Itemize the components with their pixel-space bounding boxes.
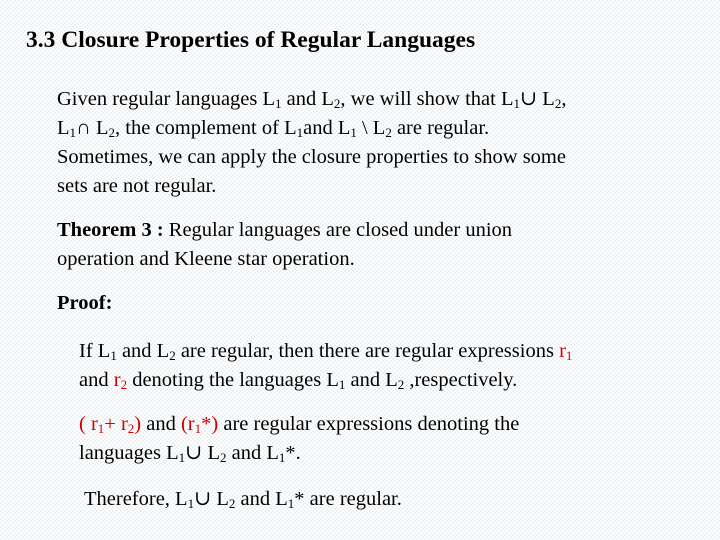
proof-step-2: ( $r_1+ r_2$) and $(r_1*)$ are regular expressions denoting the languages $L_1\cup$ $L_2$ and $L_1*$. — [79, 413, 520, 465]
regex-r2: $r_2$ — [113, 369, 128, 392]
proof-heading — [57, 289, 112, 318]
intersection-symbol: ∩ — [76, 117, 91, 139]
theorem-paragraph — [57, 216, 512, 274]
theorem-text: Regular languages are closed under union — [163, 219, 513, 241]
regex-union-expression: ( $r_1+ r_2$) — [79, 413, 142, 436]
proof-step-1: If $L_1$ and $L_2$ are regular, then there are regular expressions $r_1$ and $r_2$ denoting the languages $L_1$ and $L_2$ ,respectively. — [79, 340, 573, 392]
intro-line-4: sets are not regular. — [57, 175, 217, 197]
intro-line-3: Sometimes, we can apply the closure properties to show some — [57, 146, 566, 168]
slide-title: 3.3 Closure Properties of Regular Languages — [26, 27, 476, 53]
union-symbol: ∪ — [194, 488, 212, 510]
theorem-text-line-2: operation and Kleene star operation. — [57, 248, 355, 270]
union-symbol: ∪ — [519, 88, 538, 110]
intro-line-1: Given regular languages $L_1$ and $L_2$, we will show that $L_1\cup$ $L_2$, — [57, 88, 567, 111]
regex-star-expression: $(r_1*)$ — [180, 413, 219, 436]
regex-r1: $r_1$ — [559, 340, 573, 363]
conclusion: Therefore, $L_1\cup$ $L_2$ and $L_1*$ are regular. — [84, 488, 402, 511]
union-symbol: ∪ — [185, 442, 203, 464]
intro-paragraph — [57, 85, 566, 201]
proof-label: Proof: — [57, 292, 113, 314]
theorem-label: Theorem 3 : — [57, 219, 164, 241]
intro-line-2: $L_1\cap$ $L_2$, the complement of $L_1and$ $L_1$ \ $L_2$ are regular. — [57, 117, 490, 140]
